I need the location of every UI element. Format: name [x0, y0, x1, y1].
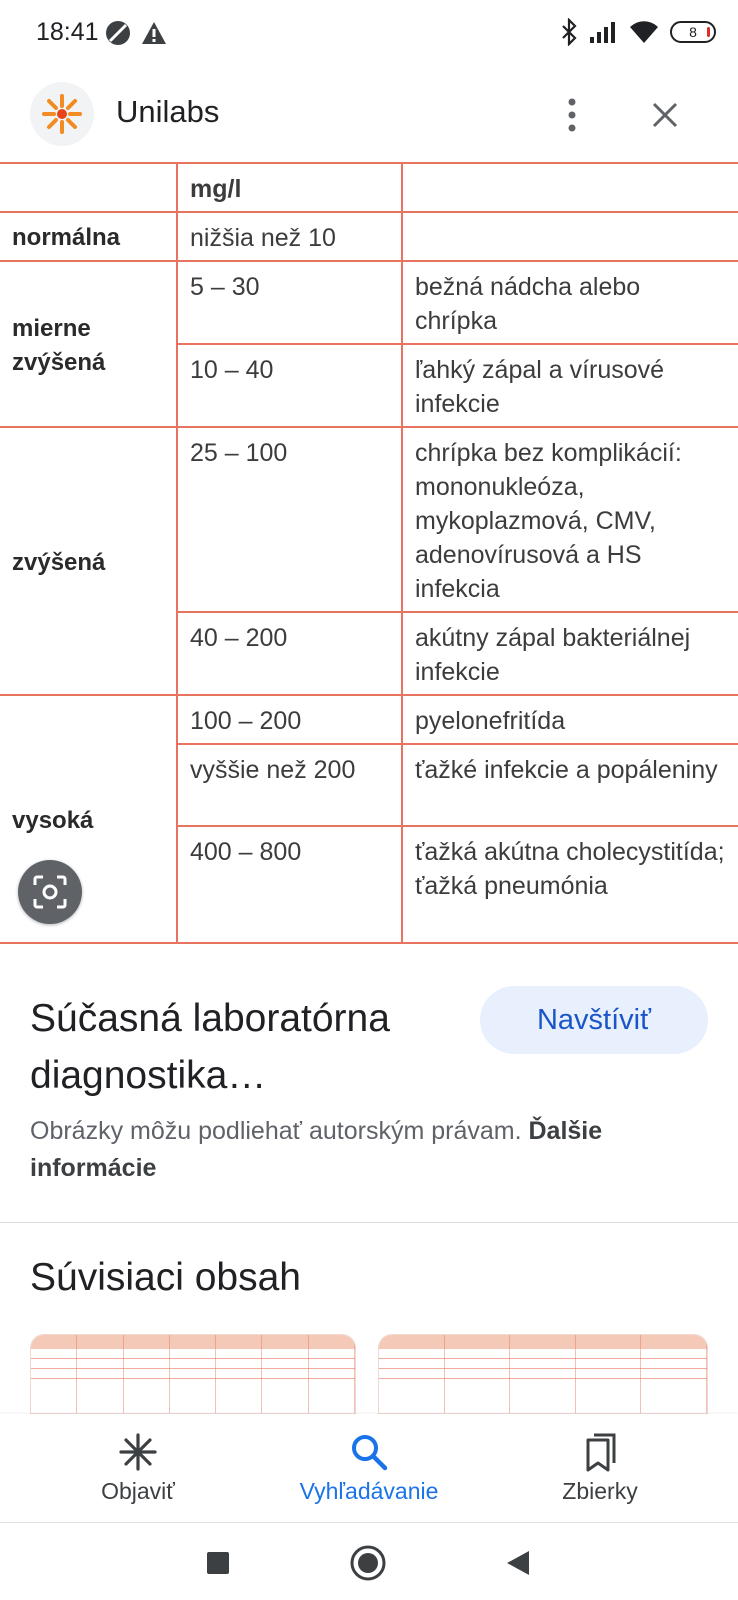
- app-header: [0, 80, 738, 150]
- table-row: [0, 212, 738, 261]
- bottom-navigation: [0, 1414, 738, 1522]
- search-icon: [349, 1432, 389, 1472]
- table-description: [402, 212, 738, 261]
- copyright-notice: [30, 1113, 720, 1187]
- table-header-cell: [0, 163, 177, 212]
- table-range: nižšia než 10: [177, 212, 402, 261]
- wifi-icon: [628, 19, 660, 45]
- table-header-row: [0, 163, 738, 212]
- system-navigation-bar: [0, 1522, 738, 1600]
- warning-icon: [140, 20, 168, 46]
- sun-logo-icon: [40, 92, 84, 136]
- square-icon: [206, 1551, 230, 1575]
- table-description: pyelonefritída: [402, 695, 738, 744]
- table-description: ťažké infekcie a popáleniny: [402, 744, 738, 826]
- table-description: chrípka bez komplikácií: mononukleóza, mykoplazmová, CMV, adenovírusová a HS infekcia: [402, 427, 738, 612]
- nav-collections[interactable]: [500, 1414, 700, 1522]
- table-range: 100 – 200: [177, 695, 402, 744]
- home-circle-icon: [349, 1544, 387, 1582]
- copyright-text: Obrázky môžu podliehať autorským právam.: [30, 1117, 522, 1145]
- asterisk-icon: [118, 1432, 158, 1472]
- app-title: Unilabs: [116, 94, 220, 129]
- close-button[interactable]: [642, 92, 688, 138]
- recents-button[interactable]: [194, 1539, 242, 1587]
- related-thumbnail[interactable]: [378, 1334, 708, 1414]
- table-header-cell: mg/l: [177, 163, 402, 212]
- battery-icon: 8: [670, 21, 716, 43]
- visit-button[interactable]: Navštíviť: [480, 986, 708, 1054]
- table-category: zvýšená: [0, 427, 177, 695]
- status-time: 18:41: [36, 18, 99, 46]
- close-icon: [651, 101, 679, 129]
- more-vert-icon: [567, 98, 577, 132]
- nav-discover[interactable]: [38, 1414, 238, 1522]
- result-title: Súčasná laboratórna diagnostika…: [30, 997, 390, 1097]
- table-header-cell: [402, 163, 738, 212]
- lens-icon: [31, 873, 69, 911]
- bookmarks-icon: [582, 1432, 618, 1472]
- table-description: ľahký zápal a vírusové infekcie: [402, 344, 738, 427]
- table-category: normálna: [0, 212, 177, 261]
- nav-label: Vyhľadávanie: [299, 1477, 439, 1504]
- table-row: [0, 427, 738, 612]
- table-category: vysoká: [0, 695, 177, 943]
- table-range: 25 – 100: [177, 427, 402, 612]
- divider: [0, 1222, 738, 1223]
- table-description: bežná nádcha alebo chrípka: [402, 261, 738, 344]
- data-saver-icon: [104, 19, 132, 47]
- back-triangle-icon: [505, 1549, 531, 1577]
- table-range: 10 – 40: [177, 344, 402, 427]
- table-row: [0, 261, 738, 344]
- unilabs-logo: [30, 82, 94, 146]
- bluetooth-icon: [560, 18, 578, 46]
- home-button[interactable]: [344, 1539, 392, 1587]
- lens-button[interactable]: [18, 860, 82, 924]
- related-thumbnail[interactable]: [30, 1334, 356, 1414]
- table-category: mierne zvýšená: [0, 261, 177, 427]
- crp-table: [0, 162, 738, 944]
- table-range: 5 – 30: [177, 261, 402, 344]
- nav-search[interactable]: [269, 1414, 469, 1522]
- nav-label: Zbierky: [562, 1477, 638, 1504]
- more-info-link[interactable]: Ďalšie informácie: [30, 1117, 603, 1182]
- related-title: Súvisiaci obsah: [30, 1256, 301, 1299]
- table-description: ťažká akútna cholecystitída; ťažká pneumónia: [402, 826, 738, 943]
- table-range: 40 – 200: [177, 612, 402, 695]
- table-row: [0, 695, 738, 744]
- signal-icon: [588, 20, 618, 44]
- table-description: akútny zápal bakteriálnej infekcie: [402, 612, 738, 695]
- table-range: 400 – 800: [177, 826, 402, 943]
- status-bar: [0, 0, 738, 66]
- table-range: vyššie než 200: [177, 744, 402, 826]
- nav-label: Objaviť: [101, 1477, 175, 1504]
- more-options-button[interactable]: [552, 92, 592, 138]
- back-button[interactable]: [494, 1539, 542, 1587]
- result-image-table[interactable]: [0, 162, 738, 956]
